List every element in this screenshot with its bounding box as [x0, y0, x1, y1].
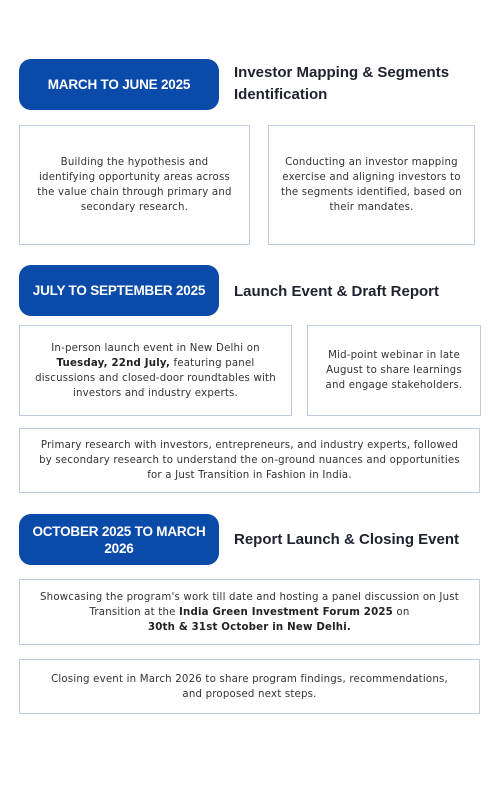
phase-3-closing-box: [19, 659, 480, 714]
forum-dates: 30th & 31st October in New Delhi.: [147, 621, 352, 633]
closing-text: Closing event in March 2026 to share program findings, recommendations, and proposed next steps.: [51, 673, 448, 700]
phase-1-research-box: [19, 125, 250, 245]
launch-date: Tuesday, 22nd July,: [56, 357, 171, 369]
phase-1-research-text: Building the hypothesis and identifying opportunity areas across the value chain through primary and secondary research.: [37, 157, 232, 213]
launch-text-pre: In-person launch event in New Delhi on: [51, 342, 260, 354]
phase-3-period-badge: OCTOBER 2025 TO MARCH 2026: [19, 514, 219, 565]
phase-2-research-text: Primary research with investors, entrepreneurs, and industry experts, followed by secondary research to understand the on-ground nuances and opportunities for a Just Transition in Fashion in India.: [39, 440, 460, 481]
forum-text-pre: Showcasing the program's work till date and hosting a panel discussion on Just Transition at the: [40, 591, 459, 618]
forum-text-mid: on: [396, 606, 410, 618]
phase-3-title: Report Launch & Closing Event: [234, 531, 460, 548]
webinar-text: Mid-point webinar in late August to share learnings and engage stakeholders.: [325, 350, 463, 391]
launch-text-post: featuring panel discussions and closed-door roundtables with investors and industry experts.: [35, 357, 276, 399]
phase-2-research-box: [19, 428, 480, 493]
phase-1-period-badge: MARCH TO JUNE 2025: [19, 59, 219, 110]
phase-2-title: Launch Event & Draft Report: [234, 283, 440, 300]
forum-name: India Green Investment Forum 2025: [179, 606, 393, 618]
phase-1-title: Investor Mapping & Segments Identification: [234, 64, 450, 103]
phase-1-mapping-text: Conducting an investor mapping exercise and aligning investors to the segments identified, based on their mandates.: [281, 157, 462, 213]
phase-2-period-badge: JULY TO SEPTEMBER 2025: [19, 265, 219, 316]
phase-2-launch-event-box: [19, 325, 292, 416]
phase-2-webinar-box: [307, 325, 481, 416]
phase-1-mapping-box: [268, 125, 475, 245]
phase-3-forum-box: [19, 579, 480, 645]
